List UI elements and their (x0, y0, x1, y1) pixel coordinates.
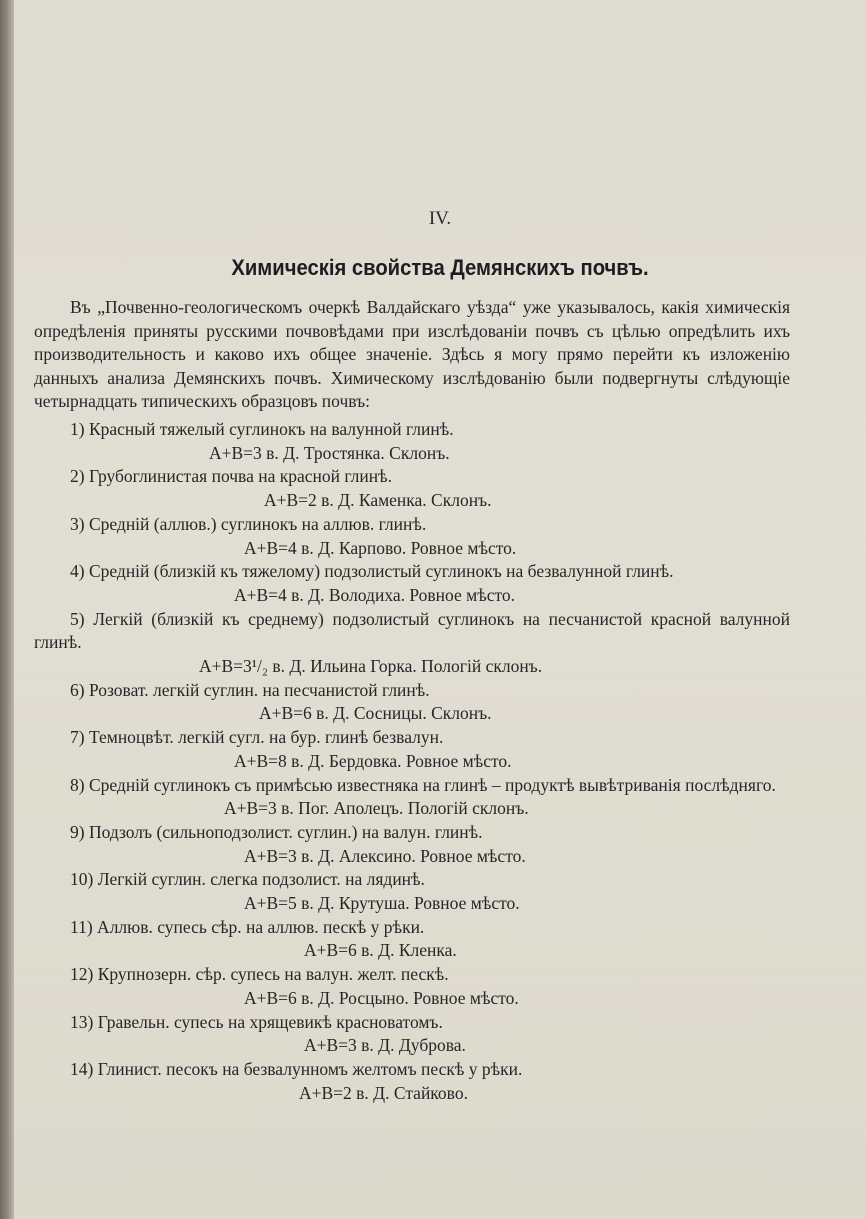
sample-description: 2) Грубоглинистая почва на красной глинѣ. (70, 466, 393, 487)
sample-item (34, 821, 790, 868)
sample-item (34, 465, 790, 512)
sample-item (34, 726, 790, 773)
sample-location: А+В=8 в. Д. Бердовка. Ровное мѣсто. (234, 750, 512, 771)
sample-location: А+В=5 в. Д. Крутуша. Ровное мѣсто. (244, 893, 520, 914)
sample-list (34, 418, 790, 1105)
sample-location: А+В=3¹/₂ в. Д. Ильина Горка. Пологій склонъ. (199, 656, 543, 677)
sample-location: А+В=2 в. Д. Каменка. Склонъ. (264, 490, 492, 511)
sample-description: 5) Легкій (близкій къ среднему) подзолистый суглинокъ на песчанистой красной валунной глинѣ. (34, 608, 790, 653)
sample-description: 1) Красный тяжелый суглинокъ на валунной глинѣ. (70, 419, 454, 439)
section-number: IV. (428, 208, 452, 229)
sample-item (34, 916, 790, 963)
sample-item (34, 774, 790, 821)
sample-item (34, 418, 790, 465)
book-page (14, 0, 866, 1219)
sample-description: 10) Легкій суглин. слегка подзолист. на лядинѣ. (70, 869, 425, 890)
sample-location: А+В=6 в. Д. Кленка. (304, 940, 457, 961)
sample-location: А+В=4 в. Д. Володиха. Ровное мѣсто. (234, 584, 516, 605)
sample-location: А+В=4 в. Д. Карпово. Ровное мѣсто. (244, 537, 517, 558)
sample-description: 8) Средній суглинокъ съ примѣсью известняка на глинѣ – продуктѣ вывѣтриванія послѣдняго. (70, 774, 776, 795)
sample-location: А+В=6 в. Д. Сосницы. Склонъ. (259, 703, 492, 724)
sample-location: А+В=6 в. Д. Росцыно. Ровное мѣсто. (244, 987, 519, 1008)
sample-location: А+В=3 в. Д. Дуброва. (304, 1035, 466, 1056)
sample-item (34, 513, 790, 560)
sample-location: А+В=2 в. Д. Стайково. (299, 1082, 468, 1103)
sample-description: 12) Крупнозерн. сѣр. супесь на валун. желт. пескѣ. (70, 964, 449, 985)
sample-item (34, 560, 790, 607)
sample-location: А+В=3 в. Пог. Аполецъ. Пологій склонъ. (224, 798, 529, 819)
sample-description: 11) Аллюв. супесь сѣр. на аллюв. пескѣ у рѣки. (70, 916, 425, 937)
sample-description: 9) Подзолъ (сильноподзолист. суглин.) на валун. глинѣ. (70, 821, 483, 842)
sample-description: 3) Средній (аллюв.) суглинокъ на аллюв. глинѣ. (70, 513, 427, 534)
sample-description: 14) Глинист. песокъ на безвалунномъ желтомъ пескѣ у рѣки. (70, 1058, 523, 1079)
sample-description: 13) Гравельн. супесь на хрящевикѣ красноватомъ. (70, 1011, 443, 1032)
sample-item (34, 1011, 790, 1058)
sample-location: А+В=3 в. Д. Тростянка. Склонъ. (209, 442, 450, 463)
page-title: Химическія свойства Демянскихъ почвъ. (231, 255, 649, 280)
sample-item (34, 1058, 790, 1105)
sample-location: А+В=3 в. Д. Алексино. Ровное мѣсто. (244, 845, 526, 866)
sample-item (34, 679, 790, 726)
sample-description: 7) Темноцвѣт. легкій сугл. на бур. глинѣ безвалун. (70, 727, 444, 748)
book-binding-edge (0, 0, 14, 1219)
sample-item (34, 868, 790, 915)
intro-paragraph: Въ „Почвенно-геологическомъ очеркѣ Валдайскаго уѣзда“ уже указывалось, какія химическія опредѣленія приняты русскими почвовѣдами при изслѣдованіи почвъ съ цѣлью опредѣлить ихъ производительность и каково ихъ общее значеніе. Здѣсь я могу прямо перейти къ изложенію данныхъ анализа Демянскихъ почвъ. Химическому изслѣдованію были подвергнуты слѣдующіе четырнадцать типическихъ образцовъ почвъ: (34, 297, 790, 412)
sample-item (34, 608, 790, 679)
sample-item (34, 963, 790, 1010)
sample-description: 6) Розоват. легкій суглин. на песчанистой глинѣ. (70, 679, 430, 700)
sample-description: 4) Средній (близкій къ тяжелому) подзолистый суглинокъ на безвалунной глинѣ. (70, 561, 674, 582)
